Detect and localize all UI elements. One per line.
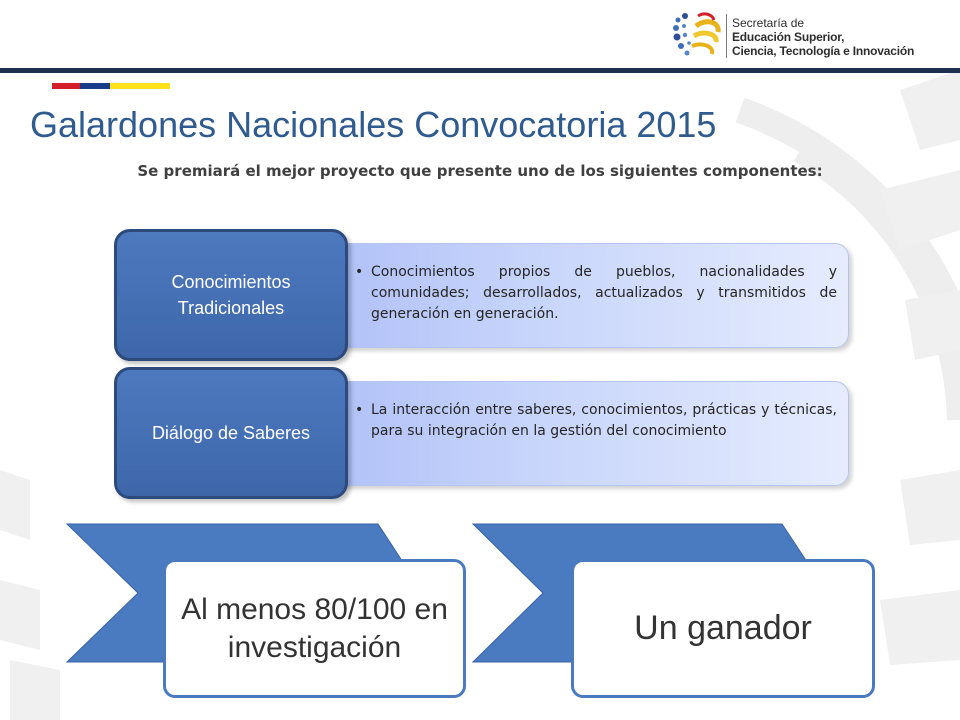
bullet-icon: • [355,264,364,280]
component-label: Conocimientos Tradicionales [171,272,291,318]
criterion-winner-text: Un ganador [634,609,812,647]
logo-line-2: Educación Superior, [732,30,845,44]
criterion-winner-box [571,559,875,698]
logo-line-3: Ciencia, Tecnología e Innovación [732,44,915,58]
component-description: Conocimientos propios de pueblos, nacionalidades y comunidades; desarrollados, actualizados y transmitidos de generación en generación. [371,264,837,322]
logo-line-1: Secretaría de [732,16,805,30]
component-label: Diálogo de Saberes [151,423,311,443]
slide-title: Galardones Nacionales Convocatoria 2015 [30,104,717,145]
component-description: La interacción entre saberes, conocimientos, prácticas y técnicas, para su integración en la gestión del conocimiento [371,402,837,439]
criterion-score-box [163,559,466,698]
criterion-score-text: Al menos 80/100 en investigación [181,592,448,664]
slide-subtitle: Se premiará el mejor proyecto que presente uno de los siguientes componentes: [137,162,823,180]
bullet-icon: • [355,402,364,418]
